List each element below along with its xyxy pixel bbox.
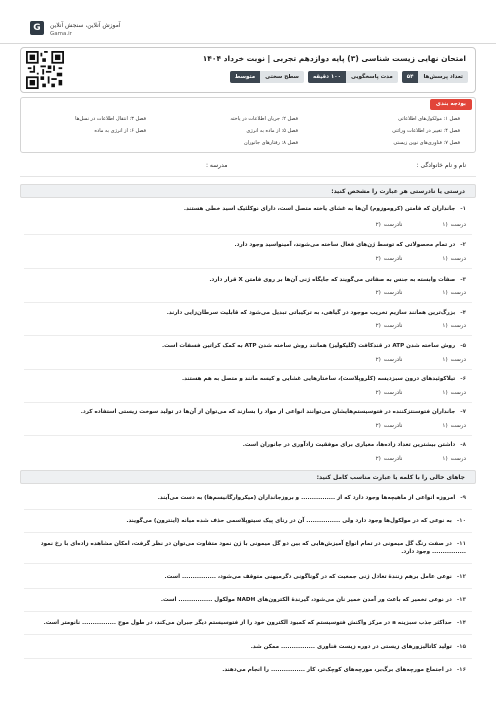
student-info-row [20, 157, 476, 177]
section-title: جاهای خالی را با کلمه یا عبارت مناسب کامل کنید: [316, 474, 465, 481]
answer-options [376, 222, 466, 228]
question-item: ۸-داشتن بیشترین تعداد زاده‌ها، معیاری برای موفقیت زادآوری در جانوران است. [242, 442, 466, 448]
divider [24, 302, 472, 303]
section-fill-blank-header [20, 470, 476, 484]
option-true[interactable]: درست (١ [442, 222, 466, 228]
answer-options [376, 256, 466, 262]
question-item: ۵-روش ساخته شدن ATP در قندکافت (گلیکولیز) همانند روش ساخته شدن ATP به کمک کراتین فسفات است. [162, 343, 466, 349]
chapter-item: فصل ۳: انتقال اطلاعات در نسل‌ها [75, 116, 146, 122]
section-title: درستی یا نادرستی هر عبارت را مشخص کنید: [331, 188, 465, 195]
question-item: ۱۲-نوعی عامل برهم زنندۀ تعادل ژنی جمعیت که در گوناگونی دگرمیهنی متوقف می‌شود، ................ است. [164, 574, 466, 580]
site-name: آموزش آنلاین، سنجش آنلاین [50, 22, 121, 29]
answer-options [376, 423, 466, 429]
divider [24, 532, 472, 533]
chapter-item: فصل ۴: تغییر در اطلاعات وراثتی [392, 128, 460, 134]
question-item: ۱۳-در نوعی تخمیر که باعث ور آمدن خمیر نان می‌شود، گیرندۀ الکترون‌های NADH مولکول ................ است. [160, 597, 466, 603]
divider [24, 634, 472, 635]
qr-code-icon [26, 51, 64, 89]
chapter-item: فصل ۲: جریان اطلاعات در یاخته [230, 116, 298, 122]
option-true[interactable]: درست (١ [442, 357, 466, 363]
question-item: ۱-جانداران که فامتن (کروموزوم) آن‌ها به غشای یاخته متصل است، دارای نوکلئیک اسید خطی هستند. [183, 206, 466, 212]
page-header [0, 0, 496, 43]
divider [24, 268, 472, 269]
header-divider [0, 43, 496, 44]
chapter-item: فصل ۶: از انرژی به ماده [94, 128, 146, 134]
question-item: ۱۵-تولید کاتالیزورهای زیستی در دوره زیست فناوری ................ ممکن شد. [250, 644, 466, 650]
duration-chip: مدت پاسخگویی ۱۰۰ دقیقه [308, 71, 398, 83]
budget-tag: بودجه بندی [430, 99, 472, 110]
divider [24, 588, 472, 589]
exam-meta-chips [230, 71, 468, 83]
divider [24, 234, 472, 235]
question-item: ۴-بزرگ‌ترین همانند سازیم تخریب موجود در گیاهی، به ترکیباتی تبدیل می‌شود که قابلیت سرطان‌زایی دارند. [166, 310, 466, 316]
divider [24, 611, 472, 612]
question-item: ۲-در تمام محصولاتی که توسط ژن‌های فعال ساخته می‌شوند، آمینواسید وجود دارد. [234, 242, 466, 248]
option-false[interactable]: نادرست (٢ [375, 256, 403, 262]
option-true[interactable]: درست (١ [442, 290, 466, 296]
question-item: ۳-صفات وابسته به جنس به صفاتی می‌گویند که جایگاه ژنی آن‌ها بر روی فامتن X قرار دارد. [209, 277, 466, 283]
divider [24, 509, 472, 510]
divider [24, 435, 472, 436]
divider [24, 369, 472, 370]
option-false[interactable]: نادرست (٢ [375, 423, 403, 429]
chapter-item: فصل ۵: از ماده به انرژی [246, 128, 298, 134]
difficulty-chip: سطح سختی متوسط [230, 71, 304, 83]
question-item: ۱۴-حداکثر جذب سبزینه a در مرکز واکنش فتوسیستم که کمبود الکترون خود را از فتوسیستم دیگر جبران می‌کند، در طول موج ................ نانومتر است. [43, 620, 466, 626]
site-url: Gama.ir [50, 31, 72, 37]
option-true[interactable]: درست (١ [442, 456, 466, 462]
option-true[interactable]: درست (١ [442, 323, 466, 329]
answer-options [376, 290, 466, 296]
question-item: ۱۱-در صفت رنگ گل میمونی در تمام انواع آمیزش‌هایی که بین دو گل میمونی با ژن نمود متفاوت می‌توان در نظر گرفت، امکان مشاهده زاده‌ای با رخ نمود ................ وجود دارد. [40, 541, 466, 555]
question-item: ۷-جانداران فتوسنتزکننده در فتوسیستم‌هایشان می‌توانند انواعی از مواد را بسازند که می‌توان از آن‌ها در تولید سوخت زیستی استفاده کرد. [80, 409, 466, 415]
answer-options [376, 456, 466, 462]
answer-options [376, 323, 466, 329]
chapter-item: فصل ۸: رفتارهای جانوران [243, 140, 298, 146]
option-false[interactable]: نادرست (٢ [375, 323, 403, 329]
divider [24, 402, 472, 403]
option-true[interactable]: درست (١ [442, 390, 466, 396]
answer-options [376, 357, 466, 363]
school-label: مدرسه : [206, 162, 228, 169]
question-count-chip: تعداد پرسش‌ها ۵۴ [402, 71, 468, 83]
answer-options [376, 390, 466, 396]
question-item: ۶-تیلاکوئیدهای درون سبزدیسه (کلروپلاست)، ساختارهایی غشایی و کیسه مانند و متصل به هم هستند. [182, 376, 466, 382]
chapter-item: فصل ۷: فناوری‌های نوین زیستی [393, 140, 460, 146]
option-false[interactable]: نادرست (٢ [375, 222, 403, 228]
question-item: ۱۶-در اجتماع مورچه‌های برگ‌بر، مورچه‌های کوچک‌تر، کار ................ را انجام می‌دهند. [222, 667, 466, 673]
divider [24, 335, 472, 336]
question-item: ۱۰-به نوعی که در مولکول‌ها وجود دارد ولی ................ آن در رنای پیک سیتوپلاسمی حذف شده میانه (اینترون) می‌گویند. [126, 518, 466, 524]
divider [24, 658, 472, 659]
option-true[interactable]: درست (١ [442, 423, 466, 429]
chapter-item: فصل ۱: مولکول‌های اطلاعاتی [398, 116, 460, 122]
option-true[interactable]: درست (١ [442, 256, 466, 262]
student-name-label: نام و نام خانوادگی : [416, 162, 466, 169]
gama-logo: G [30, 21, 44, 35]
option-false[interactable]: نادرست (٢ [375, 390, 403, 396]
option-false[interactable]: نادرست (٢ [375, 290, 403, 296]
exam-title: امتحان نهایی زیست شناسی (۳) پایه دوازدهم تجربی | نوبت خرداد ۱۴۰۴ [202, 54, 466, 63]
divider [24, 563, 472, 564]
question-item: ۹-امروزه انواعی از ماهیچه‌ها وجود دارد که از ................ و بروزجانداران (میکروارگانیسم‌ها) به دست می‌آیند. [157, 495, 466, 501]
option-false[interactable]: نادرست (٢ [375, 357, 403, 363]
section-true-false-header [20, 184, 476, 198]
option-false[interactable]: نادرست (٢ [375, 456, 403, 462]
